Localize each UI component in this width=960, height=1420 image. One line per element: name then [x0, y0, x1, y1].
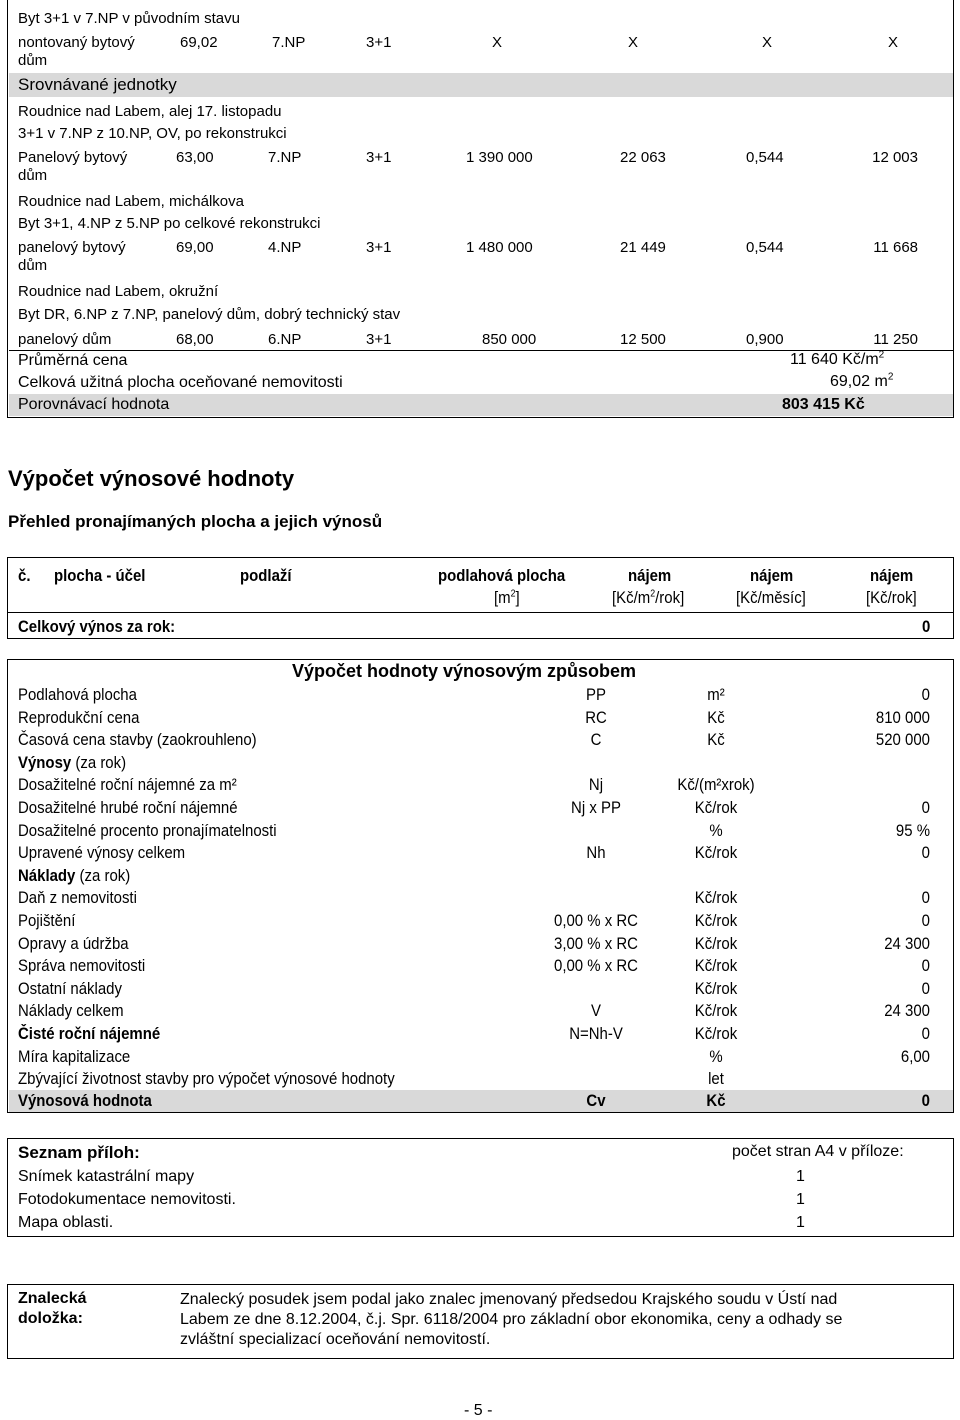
calc-row-label: Ostatní náklady — [18, 979, 122, 998]
clause-text-1: Znalecký posudek jsem podal jako znalec jmenovaný předsedou Krajského soudu v Ústí nad — [180, 1291, 838, 1308]
attachment-pages: 1 — [796, 1214, 805, 1231]
subject-floor: 7.NP — [272, 34, 306, 51]
calc-row-unit: Kč/(m²xrok) — [677, 775, 755, 794]
rent-col-rent1-unit: $[Kč/m^2/rok]$ — [612, 588, 685, 607]
calc-row-label: Správa nemovitosti — [18, 956, 146, 975]
calc-row-unit: let — [708, 1069, 724, 1088]
subject-heading: Byt 3+1 v 7.NP v původním stavu — [18, 10, 240, 27]
subject-area: 69,02 — [180, 34, 218, 51]
calc-row-symbol: C — [590, 730, 602, 749]
calc-row-label: Dosažitelné hrubé roční nájemné — [18, 798, 238, 817]
calc-row-label: Dosažitelné procento pronajímatelnosti — [18, 821, 277, 840]
calc-row-value: 24 300 — [884, 934, 930, 953]
calc-row-label: Zbývající životnost stavby pro výpočet výnosové hodnoty — [18, 1069, 395, 1088]
calculation-title: Výpočet hodnoty výnosovým způsobem — [292, 661, 637, 681]
clause-text-2: Labem ze dne 8.12.2004, č.j. Spr. 6118/2004 pro základní obor ekonomika, ceny a odhady se — [180, 1311, 843, 1328]
rent-col-rent1: nájem — [628, 566, 672, 585]
page-number: - 5 - — [464, 1402, 493, 1419]
income-value-unit: Kč — [706, 1091, 726, 1110]
calc-row-symbol: 0,00 % x RC — [554, 956, 638, 975]
rent-col-rent2: nájem — [750, 566, 794, 585]
attachment-pages: 1 — [796, 1168, 805, 1185]
calc-row-unit: Kč/rok — [694, 934, 738, 953]
clause-label: Znalecká — [18, 1290, 87, 1307]
income-value-label: Výnosová hodnota — [18, 1091, 152, 1110]
attachments-title: Seznam příloh: — [18, 1143, 140, 1162]
comp2-desc: Byt 3+1, 4.NP z 5.NP po celkové rekonstrukci — [18, 215, 321, 232]
comp1-floor: 7.NP — [268, 149, 302, 166]
calc-row-unit: m² — [707, 685, 725, 704]
calc-row-unit: Kč — [707, 730, 725, 749]
subject-disposition: 3+1 — [366, 34, 392, 51]
comp3-disposition: 3+1 — [366, 331, 392, 348]
subject-type-2: dům — [18, 52, 48, 69]
calc-row-label: Upravené výnosy celkem — [18, 843, 186, 862]
subject-type: nontovaný bytový — [18, 34, 135, 51]
calc-row-unit: Kč/rok — [694, 979, 738, 998]
comp1-per-m2: 22 063 — [620, 149, 666, 166]
comp1-type: Panelový bytový — [18, 149, 128, 166]
income-title: Výpočet výnosové hodnoty — [8, 466, 295, 491]
rent-col-area: podlahová plocha — [438, 566, 566, 585]
calc-row-symbol: RC — [585, 708, 607, 727]
income-subtitle: Přehled pronajímaných plocha a jejich výnosů — [8, 512, 383, 531]
comp1-disposition: 3+1 — [366, 149, 392, 166]
comp2-floor: 4.NP — [268, 239, 302, 256]
comp2-adjusted: 11 668 — [873, 239, 918, 256]
comp1-desc: 3+1 v 7.NP z 10.NP, OV, po rekonstrukci — [18, 125, 287, 142]
comp2-type-2: dům — [18, 257, 48, 274]
calc-row-symbol: PP — [586, 685, 606, 704]
usable-area-label: Celková užitná plocha oceňované nemovitosti — [18, 374, 343, 391]
comp1-location: Roudnice nad Labem, alej 17. listopadu — [18, 103, 282, 120]
calc-row-unit: Kč/rok — [694, 1024, 738, 1043]
subject-x3: X — [762, 34, 773, 51]
income-value: 0 — [921, 1091, 930, 1110]
comp2-coef: 0,544 — [746, 239, 784, 256]
calc-row-value: 0 — [921, 798, 930, 817]
comp1-type-2: dům — [18, 167, 48, 184]
calc-row-unit: Kč/rok — [694, 1001, 738, 1020]
calc-row-unit: Kč — [707, 708, 725, 727]
comp1-area: 63,00 — [176, 149, 214, 166]
comp3-coef: 0,900 — [746, 331, 784, 348]
average-price-label: Průměrná cena — [18, 352, 128, 369]
rent-divider — [8, 612, 953, 613]
attachment-pages: 1 — [796, 1191, 805, 1208]
rent-col-use: plocha - účel — [54, 566, 146, 585]
comp2-type: panelový bytový — [18, 239, 126, 256]
calc-row-symbol: Nj x PP — [571, 798, 621, 817]
calc-row-value: 0 — [921, 888, 930, 907]
calc-row-label: Výnosy (za rok) — [18, 753, 127, 772]
comparative-value: 803 415 Kč — [782, 396, 865, 413]
calc-row-label: Pojištění — [18, 911, 76, 930]
total-income-label: Celkový výnos za rok: — [18, 617, 176, 636]
clause-text-3: zvláštní specializací oceňování nemovitostí. — [180, 1331, 491, 1348]
attachment-name: Mapa oblasti. — [18, 1214, 114, 1231]
rent-col-rent3: nájem — [870, 566, 914, 585]
usable-area-value: 69,02 $m^2$ — [830, 371, 894, 390]
total-income-value: 0 — [922, 617, 931, 636]
calc-row-value: 95 % — [895, 821, 930, 840]
calc-row-value: 24 300 — [884, 1001, 930, 1020]
comp2-disposition: 3+1 — [366, 239, 392, 256]
comp2-area: 69,00 — [176, 239, 214, 256]
calc-row-symbol: N=Nh-V — [569, 1024, 623, 1043]
comp3-floor: 6.NP — [268, 331, 302, 348]
calc-row-value: 0 — [921, 956, 930, 975]
calc-row-unit: % — [709, 1047, 723, 1066]
calc-row-label: Podlahová plocha — [18, 685, 137, 704]
attachment-name: Snímek katastrální mapy — [18, 1168, 195, 1185]
calc-row-label: Opravy a údržba — [18, 934, 129, 953]
comp1-price: 1 390 000 — [466, 149, 533, 166]
calc-row-unit: Kč/rok — [694, 888, 738, 907]
comp1-adjusted: 12 003 — [872, 149, 918, 166]
calc-row-symbol: 0,00 % x RC — [554, 911, 638, 930]
calc-row-label: Reprodukční cena — [18, 708, 140, 727]
calc-row-value: 0 — [921, 843, 930, 862]
rent-col-area-unit: $[m^2]$ — [494, 588, 520, 607]
rent-col-no: č. — [18, 566, 31, 585]
rent-col-rent2-unit: [Kč/měsíc] — [736, 588, 806, 607]
calc-row-label: Čisté roční nájemné — [18, 1024, 161, 1043]
calc-row-unit: % — [709, 821, 723, 840]
calc-row-value: 0 — [921, 685, 930, 704]
calc-row-value: 0 — [921, 911, 930, 930]
calc-row-symbol: Nj — [588, 775, 604, 794]
calculation-table — [7, 659, 954, 1113]
calc-row-label: Náklady celkem — [18, 1001, 124, 1020]
comp3-location: Roudnice nad Labem, okružní — [18, 283, 219, 300]
subject-x1: X — [492, 34, 503, 51]
income-value-symbol: Cv — [586, 1091, 606, 1110]
comp2-location: Roudnice nad Labem, michálkova — [18, 193, 244, 210]
comparative-value-label: Porovnávací hodnota — [18, 396, 170, 413]
attachments-pages-header: počet stran A4 v příloze: — [732, 1143, 904, 1160]
comp2-per-m2: 21 449 — [620, 239, 666, 256]
rent-col-floor: podlaží — [240, 566, 292, 585]
calc-row-unit: Kč/rok — [694, 956, 738, 975]
calc-row-unit: Kč/rok — [694, 843, 738, 862]
clause-label-2: doložka: — [18, 1310, 83, 1327]
calc-row-value: 0 — [921, 1024, 930, 1043]
comp3-area: 68,00 — [176, 331, 214, 348]
calc-row-unit: Kč/rok — [694, 798, 738, 817]
calc-row-label: Daň z nemovitosti — [18, 888, 137, 907]
calc-row-label: Náklady (za rok) — [18, 866, 131, 885]
comp3-type: panelový dům — [18, 331, 112, 348]
calc-row-label: Dosažitelné roční nájemné za m² — [18, 775, 237, 794]
subject-x2: X — [628, 34, 639, 51]
compared-heading: Srovnávané jednotky — [18, 75, 177, 94]
calc-row-symbol: Nh — [586, 843, 606, 862]
average-price-value: 11 640 $Kč/m^2$ — [790, 349, 885, 368]
calc-row-label: Časová cena stavby (zaokrouhleno) — [18, 730, 257, 749]
attachment-name: Fotodokumentace nemovitosti. — [18, 1191, 236, 1208]
calc-row-value: 520 000 — [875, 730, 930, 749]
comp2-price: 1 480 000 — [466, 239, 533, 256]
calc-row-label: Míra kapitalizace — [18, 1047, 131, 1066]
calc-row-value: 0 — [921, 979, 930, 998]
comp3-adjusted: 11 250 — [873, 331, 918, 348]
rent-col-rent3-unit: [Kč/rok] — [866, 588, 917, 607]
comp3-price: 850 000 — [482, 331, 537, 348]
subject-x4: X — [888, 34, 899, 51]
calc-row-unit: Kč/rok — [694, 911, 738, 930]
comp3-per-m2: 12 500 — [620, 331, 666, 348]
calc-row-value: 810 000 — [875, 708, 930, 727]
comp1-coef: 0,544 — [746, 149, 784, 166]
comp3-desc: Byt DR, 6.NP z 7.NP, panelový dům, dobrý technický stav — [18, 306, 401, 323]
calc-row-value: 6,00 — [900, 1047, 930, 1066]
calc-row-symbol: V — [591, 1001, 601, 1020]
calc-row-symbol: 3,00 % x RC — [554, 934, 638, 953]
